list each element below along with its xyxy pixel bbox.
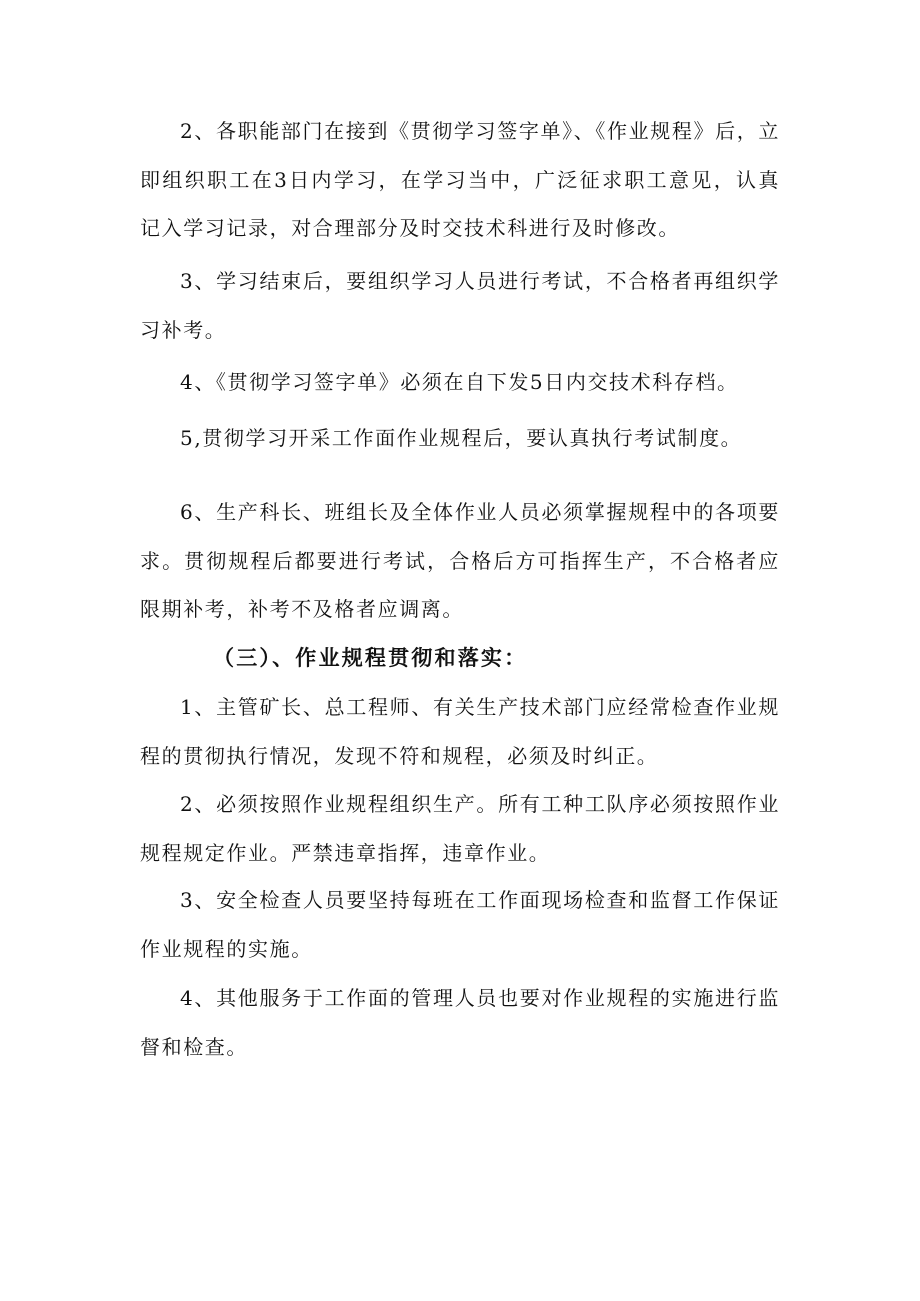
paragraph-item-2: 2、各职能部门在接到《贯彻学习签字单》、《作业规程》后，立即组织职工在3日内学习，在学习当中，广泛征求职工意见，认真记入学习记录，对合理部分及时交技术科进行及时修改。	[140, 119, 780, 240]
paragraph-item-6: 6、生产科长、班组长及全体作业人员必须掌握规程中的各项要求。贯彻规程后都要进行考试，合格后方可指挥生产，不合格者应限期补考，补考不及格者应调离。	[140, 500, 780, 621]
paragraph-c-item-4: 4、其他服务于工作面的管理人员也要对作业规程的实施进行监督和检查。	[140, 986, 780, 1059]
paragraph-c-item-1: 1、主管矿长、总工程师、有关生产技术部门应经常检查作业规程的贯彻执行情况，发现不符和规程，必须及时纠正。	[140, 695, 780, 768]
section-heading: （三）、作业规程贯彻和落实：	[213, 645, 528, 670]
paragraph-c-item-2: 2、必须按照作业规程组织生产。所有工种工队序必须按照作业规程规定作业。严禁违章指挥，违章作业。	[140, 792, 780, 865]
paragraph-item-5: 5,贯彻学习开采工作面作业规程后，要认真执行考试制度。	[180, 426, 743, 450]
paragraph-item-3: 3、学习结束后，要组织学习人员进行考试，不合格者再组织学习补考。	[140, 269, 780, 342]
paragraph-c-item-3: 3、安全检查人员要坚持每班在工作面现场检查和监督工作保证作业规程的实施。	[140, 888, 780, 961]
paragraph-item-4: 4、《贯彻学习签字单》必须在自下发5日内交技术科存档。	[180, 370, 739, 394]
